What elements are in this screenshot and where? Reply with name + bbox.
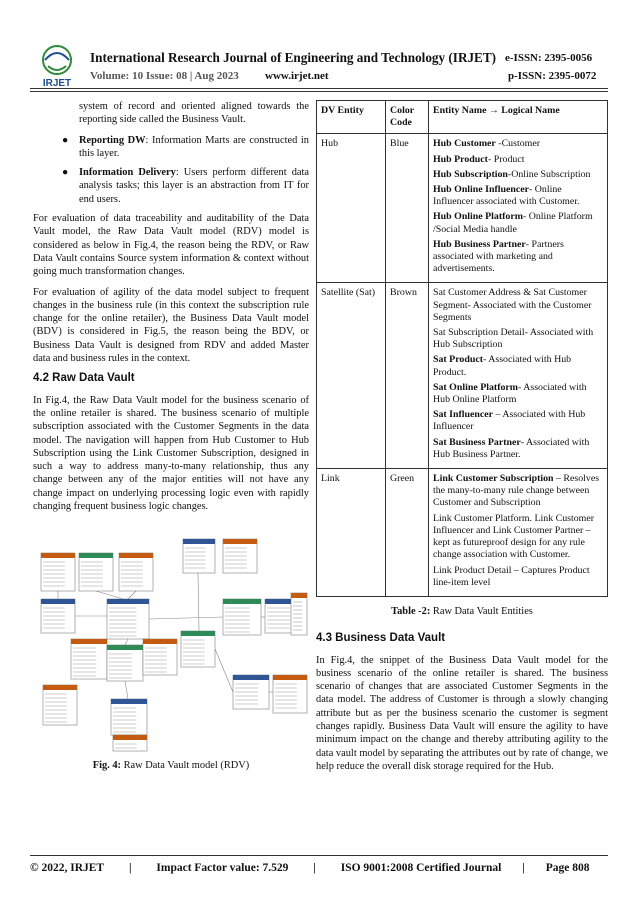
paragraph: For evaluation of agility of the data model subject to frequent changes in the business rule (in this context the subscription rule change for the online retailer), the Business Data Vault model (BDV) is considered in Fig.5, the reason being the BDV, or Business Data Vault is designed from RDV and added Master data and business rules in the context. <box>33 286 309 365</box>
entity-item: Sat Influencer – Associated with Hub Influencer <box>433 409 586 433</box>
pissn: p-ISSN: 2395-0072 <box>508 70 597 82</box>
entity-cell: Satellite (Sat) <box>317 283 386 469</box>
entity-item: Sat Product- Associated with Hub Product. <box>433 354 572 378</box>
entity-item: Link Customer Subscription – Resolves the many-to-many rule change between Customer and Subscription <box>433 473 600 509</box>
diagram-entity-hub <box>183 539 215 573</box>
color-cell: Blue <box>386 134 429 283</box>
table-caption: Table -2: Raw Data Vault Entities <box>391 605 533 617</box>
entity-cell: Hub <box>317 134 386 283</box>
entity-item: Hub Product- Product <box>433 153 525 165</box>
footer-separator: | <box>522 862 525 874</box>
paragraph: For evaluation of data traceability and auditability of the Data Vault model, the Raw Data Vault model (RDV) model is considered as below in Fig.4, the reason being the RDV, or Raw Data Vault contains Source system information & context without going much transformation changes. <box>33 213 309 278</box>
paragraph: system of record and oriented aligned towards the reporting side called the Business Vault. <box>79 101 309 126</box>
diagram-connector <box>125 681 128 699</box>
diagram-entity-sat <box>143 639 177 675</box>
footer-separator: | <box>313 862 316 874</box>
eissn: e-ISSN: 2395-0056 <box>505 52 593 64</box>
diagram-entity-sat <box>113 735 147 751</box>
website-link[interactable]: www.irjet.net <box>265 70 329 82</box>
diagram-entity-link <box>181 631 215 667</box>
entity-cell: Link <box>317 469 386 597</box>
diagram-entity-link <box>107 645 143 681</box>
color-cell: Brown <box>386 283 429 469</box>
footer-separator: | <box>128 862 132 874</box>
section-heading: 4.3 Business Data Vault <box>316 632 446 645</box>
diagram-entity-sat <box>119 553 153 591</box>
footer-impact: Impact Factor value: 7.529 <box>156 862 289 874</box>
entity-item: Link Customer Platform. Link Customer Influencer and Link Customer Partner – kept as futureproof design for any rule change association with Customer. <box>433 512 595 561</box>
diagram-connector <box>215 649 233 692</box>
journal-header <box>0 0 638 92</box>
diagram-connector <box>149 617 223 619</box>
footer-divider <box>30 855 608 856</box>
entity-item: Hub Business Partner- Partners associated with marketing and advertisements. <box>433 238 564 275</box>
logo-text: IRJET <box>42 78 72 88</box>
entity-item: Sat Subscription Detail- Associated with Hub Subscription <box>433 327 594 351</box>
diagram-connector <box>96 591 123 599</box>
diagram-connector <box>198 573 199 631</box>
logical-name-cell <box>429 469 608 597</box>
logical-name-cell <box>429 134 608 283</box>
header-divider <box>30 88 608 89</box>
logical-name-cell <box>429 283 608 469</box>
entity-item: Sat Business Partner- Associated with Hub Business Partner. <box>433 436 590 460</box>
bullet-list <box>33 134 309 206</box>
diagram-connector <box>128 591 136 599</box>
diagram-entity-sat <box>273 675 307 713</box>
figure-caption: Fig. 4: Raw Data Vault model (RDV) <box>92 760 250 771</box>
entity-item: Hub Online Platform- Online Platform /Social Media handle <box>433 211 593 235</box>
diagram-connector <box>125 639 128 645</box>
diagram-entity-hub <box>41 599 75 633</box>
footer-iso: ISO 9001:2008 Certified Journal <box>340 862 502 874</box>
diagram-entity-sat <box>43 685 77 725</box>
diagram-entity-hub <box>111 699 147 735</box>
footer-copyright: © 2022, IRJET <box>30 862 105 874</box>
section-heading: 4.2 Raw Data Vault <box>33 372 135 385</box>
entity-item: Sat Online Platform- Associated with Hub Online Platform <box>433 381 587 406</box>
diagram-entity-link <box>79 553 113 591</box>
diagram-entity-hub <box>233 675 269 709</box>
diagram-entity-hub <box>107 599 149 639</box>
paragraph: In Fig.4, the Raw Data Vault model for the business scenario of the online retailer is shared. The business scenario of multiple subscription associated with the Customer Segments in the data model. The navigation will happen from Hub Customer to Hub Subscription using the Link Customer Subscription, designed in such a way to address many-to-many relationship, thus any change between any of the major entities will not have any change impact on underlying processing logic even with rapidly changing frequent business logic changes. <box>33 394 309 513</box>
column-header: Entity Name → Logical Name <box>429 101 608 134</box>
table-row <box>317 283 608 469</box>
page-footer <box>30 862 608 874</box>
left-column <box>33 100 309 520</box>
entity-item: Link Product Detail – Captures Product line-item level <box>433 564 590 588</box>
irjet-logo-icon <box>30 42 84 88</box>
diagram-entity-sat <box>223 539 257 573</box>
table-row <box>317 469 608 597</box>
footer-page: Page 808 <box>545 862 590 874</box>
list-item: ● Information Delivery: Users perform different data analysis tasks; this layer is an abstraction from IT for end users. <box>62 167 309 205</box>
entity-item: Hub Subscription-Online Subscription <box>433 168 591 180</box>
journal-title: International Research Journal of Engineering and Technology (IRJET) <box>90 50 497 65</box>
column-header: Color Code <box>386 101 429 134</box>
color-cell: Green <box>386 469 429 597</box>
rdv-diagram <box>33 535 309 755</box>
column-header: DV Entity <box>317 101 386 134</box>
paragraph: In Fig.4, the snippet of the Business Data Vault model for the business scenario of the online retailer is shared. The business scenario of changes that are associated Customer Segments in the data model. The address of Customer is through a slowly changing attribute but as per the business scenario the customer is segment changes rapidly. Business Data Vault will ensure the agility to have minimum impact on the change and thereby attributing agility to the data vault model by separating the attributes out by rate of change, we help reduce the overall disk storage required for the Hub. <box>316 654 608 772</box>
diagram-entity-sat <box>291 593 307 635</box>
table-header-row <box>317 101 608 134</box>
entity-item: Sat Customer Address & Sat Customer Segment- Associated with the Customer Segments <box>433 287 592 323</box>
header-divider-2 <box>30 91 608 92</box>
volume-issue: Volume: 10 Issue: 08 | Aug 2023 <box>90 70 239 82</box>
diagram-entity-sat <box>71 639 107 679</box>
list-item: ● Reporting DW: Information Marts are constructed in this layer. <box>62 134 309 159</box>
table-row <box>317 134 608 283</box>
diagram-entity-sat <box>41 553 75 591</box>
right-column <box>316 100 608 780</box>
entity-item: Hub Customer -Customer <box>433 138 540 150</box>
bullet-icon: ● <box>62 167 69 179</box>
bullet-icon: ● <box>62 134 69 146</box>
diagram-entity-link <box>223 599 261 635</box>
entities-table <box>316 100 608 597</box>
entity-item: Hub Online Influencer- Online Influencer associated with Customer. <box>433 184 580 208</box>
